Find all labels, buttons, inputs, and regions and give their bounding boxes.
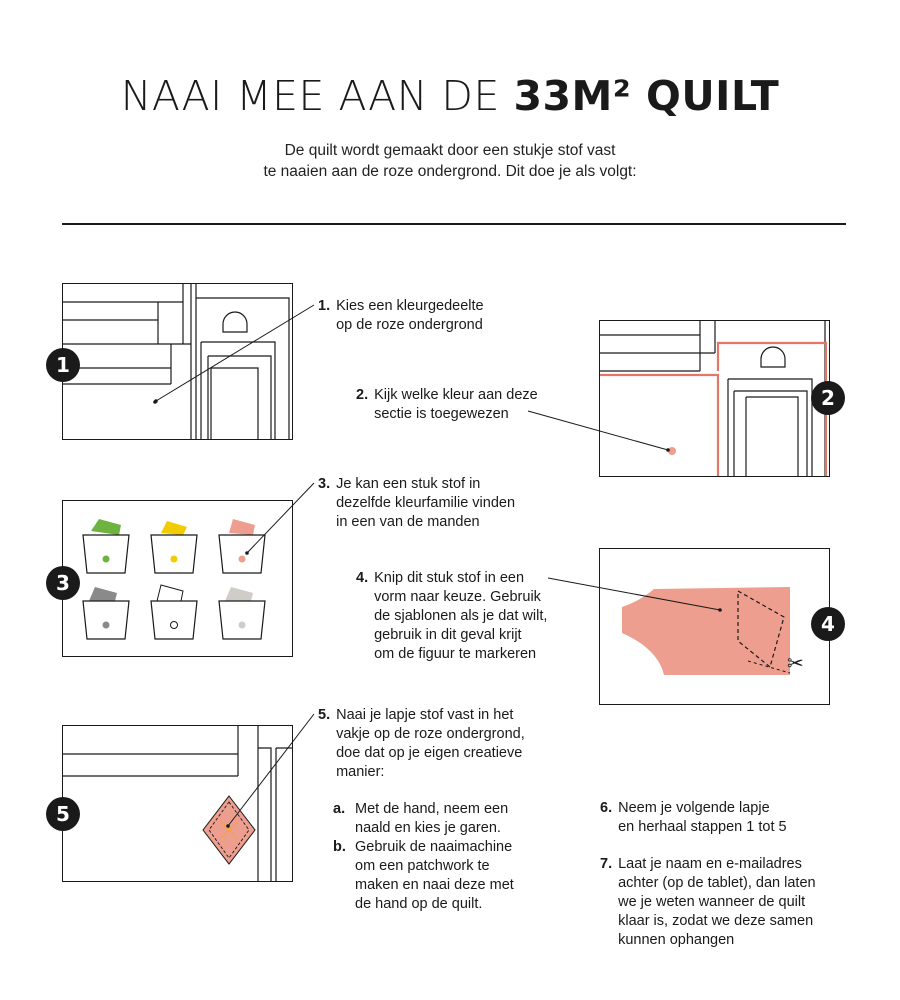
step-5-substeps [333,800,514,914]
badge-step-3: 3 [46,566,80,600]
step-2-text: Kijk welke kleur aan deze sectie is toegewezen [374,387,538,422]
step-4 [356,569,547,664]
badge-step-5: 5 [46,797,80,831]
step-6-number: 6. [600,800,613,816]
step-2-number: 2. [356,387,369,403]
step-7-text: Laat je naam en e-mailadres achter (op de tablet), dan laten we je weten wanneer de quilt klaar is, zodat we deze samen kunnen ophangen [618,856,816,948]
step-1 [318,297,484,335]
panel-2-drawing [600,321,830,477]
substep-a [333,800,514,838]
step-3 [318,475,515,532]
step-6-text: Neem je volgende lapje en herhaal stappen 1 tot 5 [618,800,787,835]
panel-5-drawing [63,726,293,882]
step-5 [318,706,525,782]
step-1-text: Kies een kleurgedeelte op de roze ondergrond [336,298,484,333]
step-1-number: 1. [318,298,331,314]
title-bold: 33M² QUILT [513,72,780,120]
divider-line [62,223,846,225]
step-6 [600,799,787,837]
title-light: NAAI MEE AAN DE [120,72,514,120]
substep-b-letter: b. [333,839,346,855]
step-7 [600,855,816,950]
step-5-number: 5. [318,707,331,723]
step-3-number: 3. [318,476,331,492]
page-subtitle: De quilt wordt gemaakt door een stukje stof vast te naaien aan de roze ondergrond. Dit doe je als volgt: [263,142,637,180]
step-3-text: Je kan een stuk stof in dezelfde kleurfamilie vinden in een van de manden [336,476,516,530]
panel-1-drawing [63,284,293,440]
panel-1-quilt-grid [62,283,293,440]
step-2 [356,386,538,424]
panel-5-sewn-patch [62,725,293,882]
substep-a-text: Met de hand, neem een naald en kies je garen. [355,801,509,836]
badge-step-1: 1 [46,348,80,382]
step-4-number: 4. [356,570,369,586]
step-7-number: 7. [600,856,613,872]
needle-cross-icon [219,820,239,840]
badge-step-4: 4 [811,607,845,641]
substep-b [333,838,514,914]
panel-4-drawing [600,549,830,705]
substep-a-letter: a. [333,801,346,817]
step-5-text: Naai je lapje stof vast in het vakje op de roze ondergrond, doe dat op je eigen creatieve manier: [336,707,525,780]
panel-3-drawing [63,501,293,657]
badge-step-2: 2 [811,381,845,415]
page-title [0,72,900,120]
scissors-icon: ✂ [787,651,804,675]
panel-2-assigned-color [599,320,830,477]
substep-b-text: Gebruik de naaimachine om een patchwork te maken en naai deze met de hand op de quilt. [355,839,514,912]
panel-4-cut-fabric [599,548,830,705]
panel-3-baskets [62,500,293,657]
step-4-text: Knip dit stuk stof in een vorm naar keuze. Gebruik de sjablonen als je dat wilt, gebruik in dit geval krijt om de figuur te markeren [374,570,548,662]
